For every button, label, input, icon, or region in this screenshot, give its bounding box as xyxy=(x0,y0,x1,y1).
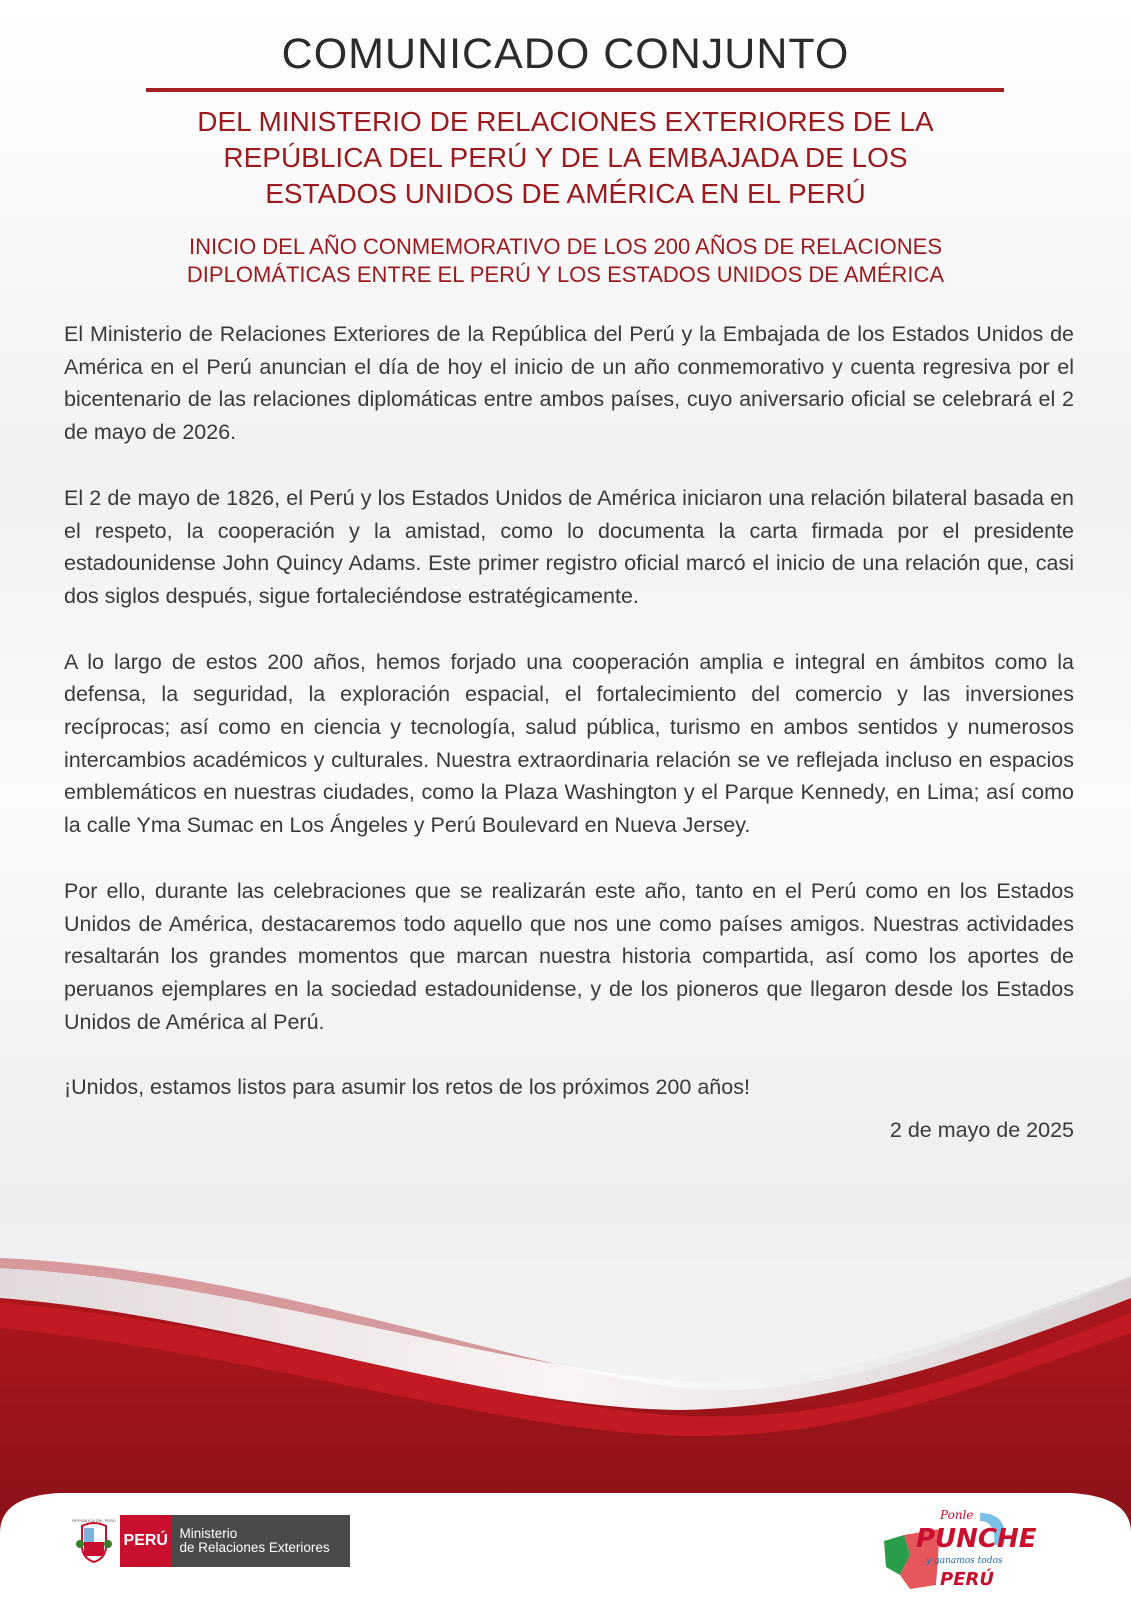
svg-text:PUNCHE: PUNCHE xyxy=(916,1524,1037,1554)
svg-text:y ganamos todos: y ganamos todos xyxy=(926,1556,1003,1566)
body-paragraph: El Ministerio de Relaciones Exteriores de la República del Perú y la Embajada de los Estados Unidos de América en el Perú anuncian el día de hoy el inicio de un año conmemorativo y cuenta regresiva por el bicentenario de las relaciones diplomáticas entre ambos países, cuyo aniversario oficial se celebrará el 2 de mayo de 2026. xyxy=(64,322,1074,445)
ministry-name xyxy=(172,1515,350,1567)
document-title: COMUNICADO CONJUNTO xyxy=(281,30,850,78)
subtitle-line: DEL MINISTERIO DE RELACIONES EXTERIORES DE LA xyxy=(197,106,934,137)
body-paragraph: A lo largo de estos 200 años, hemos forjado una cooperación amplia e integral en ámbitos como la defensa, la seguridad, la exploración espacial, el fortalecimiento del comercio y las inversiones recíprocas; así como en ciencia y tecnología, salud pública, turismo en ambos sentidos y numerosos intercambios académicos y culturales. Nuestra extraordinaria relación se ve reflejada incluso en espacios emblemáticos en nuestras ciudades, como la Plaza Washington y el Parque Kennedy, en Lima; así como la calle Yma Sumac en Los Ángeles y Perú Boulevard en Nueva Jersey. xyxy=(64,649,1074,838)
subtitle-line: REPÚBLICA DEL PERÚ Y DE LA EMBAJADA DE LOS xyxy=(223,142,908,173)
closing-line: ¡Unidos, estamos listos para asumir los retos de los próximos 200 años! xyxy=(64,1075,750,1100)
svg-text:PERÚ: PERÚ xyxy=(940,1569,994,1590)
peru-label: PERÚ xyxy=(120,1515,172,1567)
ministry-logo xyxy=(74,1515,350,1567)
document-headline xyxy=(100,233,1031,289)
ministry-line1: Ministerio xyxy=(179,1526,238,1541)
body-paragraph: El 2 de mayo de 1826, el Perú y los Estados Unidos de América iniciaron una relación bilateral basada en el respeto, la cooperación y la amistad, como lo documenta la carta firmada por el presidente estadounidense John Quincy Adams. Este primer registro oficial marcó el inicio de una relación que, casi dos siglos después, sigue fortaleciéndose estratégicamente. xyxy=(64,485,1074,608)
ponle-punche-campaign-logo xyxy=(880,1505,1037,1593)
shield-caption: REPÚBLICA DEL PERÚ xyxy=(72,1518,116,1523)
body-paragraph: Por ello, durante las celebraciones que se realizarán este año, tanto en el Perú como en los Estados Unidos de América, destacaremos todo aquello que nos une como países amigos. Nuestras actividades resaltarán los grandes momentos que marcan nuestra historia compartida, así como los aportes de peruanos ejemplares en la sociedad estadounidense, y de los pioneros que llegaron desde los Estados Unidos de América al Perú. xyxy=(64,878,1074,1034)
coat-of-arms-icon xyxy=(74,1516,114,1566)
document-date: 2 de mayo de 2025 xyxy=(889,1118,1074,1143)
document-subtitle xyxy=(120,104,1011,212)
headline-line: DIPLOMÁTICAS ENTRE EL PERÚ Y LOS ESTADOS UNIDOS DE AMÉRICA xyxy=(186,262,945,287)
svg-text:Ponle: Ponle xyxy=(940,1508,974,1522)
headline-line: INICIO DEL AÑO CONMEMORATIVO DE LOS 200 AÑOS DE RELACIONES xyxy=(188,234,943,259)
ministry-line2: de Relaciones Exteriores xyxy=(179,1540,330,1555)
title-divider xyxy=(146,88,1004,92)
document-body xyxy=(64,318,1074,1146)
subtitle-line: ESTADOS UNIDOS DE AMÉRICA EN EL PERÚ xyxy=(265,178,866,209)
